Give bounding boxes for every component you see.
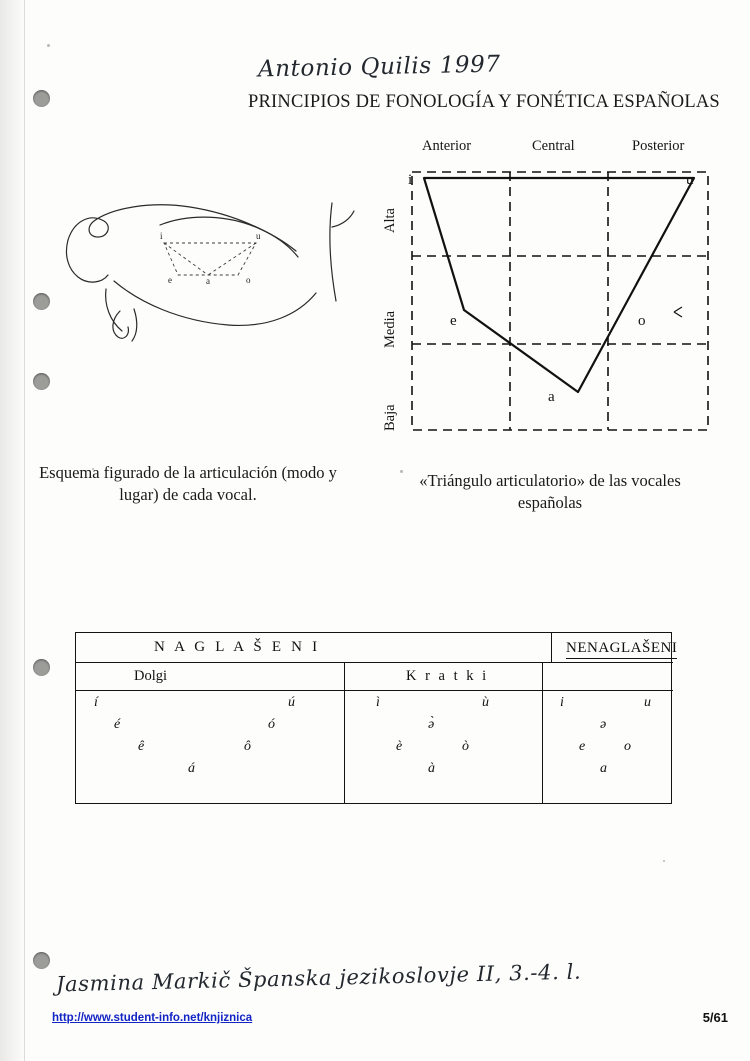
vowel-u: u [686, 172, 694, 188]
table-rule [344, 662, 345, 804]
table-cell: ê [138, 739, 145, 754]
footer-page-number: 5/61 [702, 1010, 728, 1025]
scan-left-edge [0, 0, 26, 1061]
scan-speck [663, 860, 665, 862]
handwritten-footer-note: Jasmina Markič Španska jezikoslovje II, 3.-4. l. [55, 959, 582, 997]
caption-left: Esquema figurado de la articulación (modo y lugar) de cada vocal. [39, 463, 337, 504]
sketch-label-i: i [160, 231, 163, 241]
table-cell: ú [288, 695, 295, 710]
vowel-e: e [450, 313, 457, 329]
table-cell: o [624, 739, 631, 754]
table-rule [551, 633, 552, 662]
table-cell: ò [462, 739, 469, 754]
table-cell: u [644, 695, 651, 710]
row-label-alta: Alta [382, 208, 398, 233]
row-label-baja: Baja [382, 404, 398, 431]
table-cell: á [188, 761, 195, 776]
punch-hole [33, 293, 50, 310]
table-cell: a [600, 761, 607, 776]
table-cell: à [428, 761, 435, 776]
table-cell: ǝ [600, 717, 607, 732]
sketch-label-o: o [246, 275, 251, 285]
column-label-central: Central [532, 138, 575, 154]
table-cell: ì [376, 695, 380, 710]
sketch-label-e: e [168, 275, 172, 285]
punch-hole [33, 90, 50, 107]
table-subheader-dolgi: Dolgi [134, 668, 168, 684]
punch-hole [33, 373, 50, 390]
sketch-label-a: a [206, 276, 210, 286]
punch-hole [33, 952, 50, 969]
table-cell: ô [244, 739, 251, 754]
table-cell: i [560, 695, 564, 710]
punch-hole [33, 659, 50, 676]
scan-speck [47, 44, 50, 47]
vowel-triangle-chart [380, 138, 725, 448]
row-label-media: Media [382, 310, 398, 348]
caption-right: «Triángulo articulatorio» de las vocales españolas [419, 471, 681, 512]
sketch-label-u: u [256, 231, 261, 241]
footer-url-link[interactable]: http://www.student-info.net/knjiznica [52, 1012, 253, 1024]
table-rule [542, 662, 543, 804]
column-label-anterior: Anterior [422, 138, 472, 154]
vowel-table [75, 632, 678, 804]
column-label-posterior: Posterior [632, 138, 685, 154]
table-cell: è [396, 739, 403, 754]
vowel-triangle-svg [402, 164, 722, 439]
page-title: PRINCIPIOS DE FONOLOGÍA Y FONÉTICA ESPAÑOLAS [248, 92, 720, 112]
articulation-sketch [60, 185, 360, 365]
table-header-nenaglaseni: NENAGLAŠENI [566, 640, 677, 659]
table-cell: í [94, 695, 98, 710]
handwritten-author-note: Antonio Quilis 1997 [257, 51, 501, 83]
table-cell: é [114, 717, 121, 732]
vowel-a: a [548, 389, 555, 405]
articulation-sketch-svg [60, 185, 360, 365]
table-cell: ù [482, 695, 489, 710]
vowel-o: o [638, 313, 646, 329]
table-cell: ó [268, 717, 275, 732]
table-cell: e [579, 739, 586, 754]
table-subheader-kratki: K r a t k i [406, 668, 489, 684]
table-header-naglaseni: N A G L A Š E N I [154, 639, 321, 655]
table-rule [76, 690, 673, 691]
scan-edge-line [24, 0, 25, 1061]
table-rule [76, 662, 673, 663]
table-cell: ǝ̀ [428, 717, 435, 732]
vowel-i: i [408, 172, 413, 188]
